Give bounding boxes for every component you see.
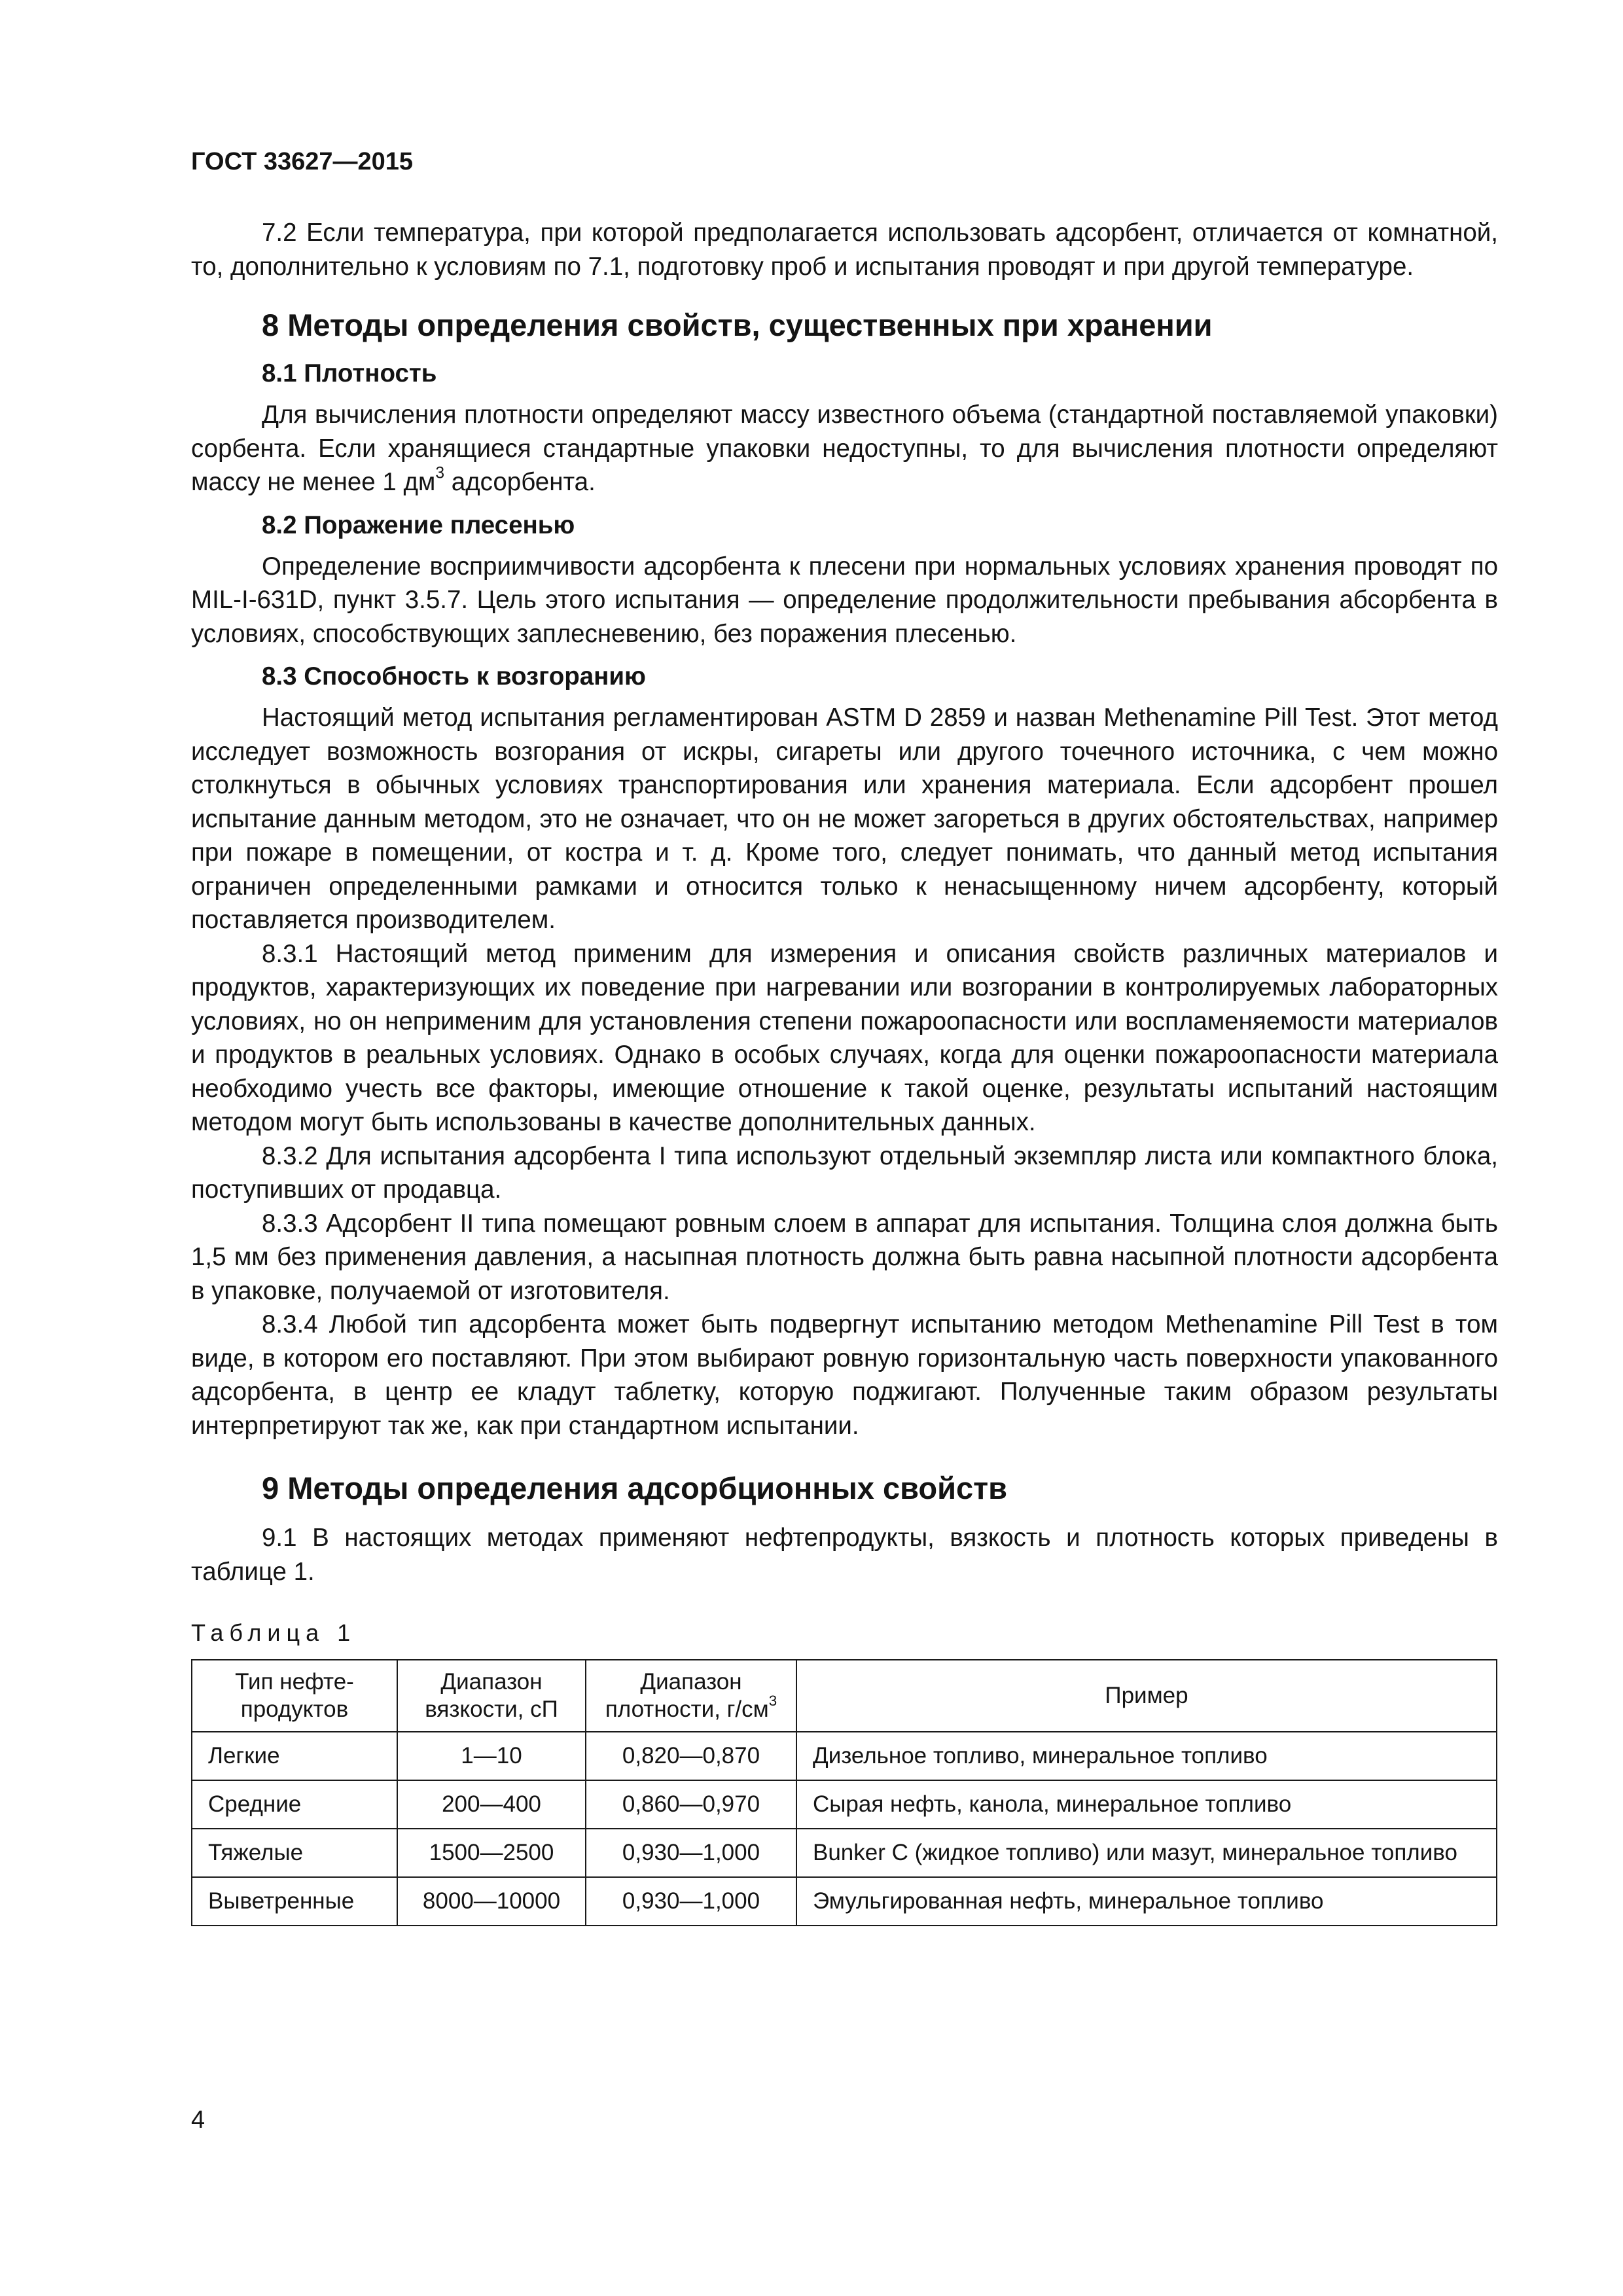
header-density-line2: плотности, г/см bbox=[605, 1696, 769, 1722]
table-caption: Таблица 1 bbox=[191, 1619, 357, 1646]
cell-type: Средние bbox=[192, 1780, 397, 1829]
paragraph-8-3-2: 8.3.2 Для испытания адсорбента I типа используют отдельный экземпляр листа или компактного блока, поступивших от продавца. bbox=[191, 1141, 1498, 1204]
paragraph-8-3-1: 8.3.1 Настоящий метод применим для измерения и описания свойств различных материалов и продуктов, характеризующих их поведение при нагревании или возгорании в контролируемых лабораторных условиях, но он неприменим для установления степени пожароопасности или воспламеняемости материалов и продуктов в реальных условиях. Однако в особых случаях, когда для оценки пожароопасности материала необходимо учесть все факторы, имеющие отношение к такой оценке, результаты испытаний настоящим методом могут быть использованы в качестве дополнительных данных. bbox=[191, 939, 1498, 1136]
paragraph-9-1: 9.1 В настоящих методах применяют нефтепродукты, вязкость и плотность которых приведены в таблице 1. bbox=[191, 1524, 1498, 1586]
cell-example: Дизельное топливо, минеральное топливо bbox=[796, 1732, 1497, 1780]
cell-viscosity: 200—400 bbox=[397, 1780, 586, 1829]
header-type-line2: продуктов bbox=[240, 1696, 349, 1722]
cell-example: Эмульгированная нефть, минеральное топливо bbox=[796, 1877, 1497, 1926]
paragraph-8-1-tail: адсорбента. bbox=[444, 468, 596, 496]
section-8-2-heading: 8.2 Поражение плесенью bbox=[262, 511, 575, 539]
cell-viscosity: 8000—10000 bbox=[397, 1877, 586, 1926]
header-cell-example: Пример bbox=[796, 1660, 1497, 1732]
table-row bbox=[192, 1780, 1497, 1829]
header-viscosity-line1: Диапазон bbox=[440, 1668, 543, 1695]
cell-density: 0,930—1,000 bbox=[586, 1877, 796, 1926]
cell-density: 0,930—1,000 bbox=[586, 1829, 796, 1877]
cell-type: Выветренные bbox=[192, 1877, 397, 1926]
table-row bbox=[192, 1732, 1497, 1780]
paragraph-8-3-3: 8.3.3 Адсорбент II типа помещают ровным слоем в аппарат для испытания. Толщина слоя должна быть 1,5 мм без применения давления, а насыпная плотность должна быть равна насыпной плотности адсорбента в упаковке, получаемой от изготовителя. bbox=[191, 1209, 1498, 1305]
table-1 bbox=[191, 1659, 1497, 1926]
table-row bbox=[192, 1829, 1497, 1877]
paragraph-8-3: Настоящий метод испытания регламентирован ASTM D 2859 и назван Methenamine Pill Test. Этот метод исследует возможность возгорания от искры, сигареты или другого точечного источника, с чем можно столкнуться в обычных условиях транспортирования или хранения материала. Если адсорбент прошел испытание данным методом, это не означает, что он не может загореться в других обстоятельствах, например при пожаре в помещении, от костра и т. д. Кроме того, следует понимать, что данный метод испытания ограничен определенными рамками и относится только к ненасыщенному ничем адсорбенту, который поставляется производителем. bbox=[191, 704, 1498, 934]
paragraph-7-2: 7.2 Если температура, при которой предполагается использовать адсорбент, отличается от комнатной, то, дополнительно к условиям по 7.1, подготовку проб и испытания проводят и при другой температуре. bbox=[191, 219, 1498, 281]
cell-type: Тяжелые bbox=[192, 1829, 397, 1877]
table-row bbox=[192, 1877, 1497, 1926]
cell-density: 0,820—0,870 bbox=[586, 1732, 796, 1780]
table-header-row bbox=[192, 1660, 1497, 1732]
header-cell-type bbox=[192, 1660, 397, 1732]
paragraph-8-1 bbox=[191, 398, 1498, 499]
superscript-3: 3 bbox=[435, 464, 445, 482]
header-type-line1: Тип нефте- bbox=[235, 1668, 354, 1695]
cell-density: 0,860—0,970 bbox=[586, 1780, 796, 1829]
document-code-header: ГОСТ 33627—2015 bbox=[191, 148, 414, 175]
cell-example: Сырая нефть, канола, минеральное топливо bbox=[796, 1780, 1497, 1829]
header-cell-viscosity bbox=[397, 1660, 586, 1732]
cell-viscosity: 1500—2500 bbox=[397, 1829, 586, 1877]
section-8-heading: 8 Методы определения свойств, существенных при хранении bbox=[262, 308, 1213, 342]
header-density-line1: Диапазон bbox=[640, 1668, 742, 1695]
header-viscosity-line2: вязкости, сП bbox=[425, 1696, 558, 1722]
cell-viscosity: 1—10 bbox=[397, 1732, 586, 1780]
document-body bbox=[191, 216, 1498, 1926]
section-8-1-heading: 8.1 Плотность bbox=[262, 359, 437, 387]
section-9-heading: 9 Методы определения адсорбционных свойств bbox=[262, 1471, 1008, 1505]
cell-example: Bunker C (жидкое топливо) или мазут, минеральное топливо bbox=[796, 1829, 1497, 1877]
paragraph-8-2: Определение восприимчивости адсорбента к плесени при нормальных условиях хранения проводят по MIL-I-631D, пункт 3.5.7. Цель этого испытания — определение продолжительности пребывания абсорбента в условиях, способствующих заплесневению, без поражения плесенью. bbox=[191, 552, 1498, 648]
paragraph-8-3-4: 8.3.4 Любой тип адсорбента может быть подвергнут испытанию методом Methenamine Pill Test в том виде, в котором его поставляют. При этом выбирают ровную горизонтальную часть поверхности упакованного адсорбента, в центр ее кладут таблетку, которую поджигают. Полученные таким образом результаты интерпретируют так же, как при стандартном испытании. bbox=[191, 1310, 1498, 1440]
section-8-3-heading: 8.3 Способность к возгоранию bbox=[262, 662, 646, 691]
header-density-superscript: 3 bbox=[768, 1692, 777, 1709]
paragraph-8-1-text: Для вычисления плотности определяют массу известного объема (стандартной поставляемой упаковки) сорбента. Если хранящиеся стандартные упаковки недоступны, то для вычисления плотности определяют массу не менее 1 дм bbox=[191, 401, 1498, 496]
header-cell-density bbox=[586, 1660, 796, 1732]
cell-type: Легкие bbox=[192, 1732, 397, 1780]
page-number: 4 bbox=[191, 2106, 205, 2134]
